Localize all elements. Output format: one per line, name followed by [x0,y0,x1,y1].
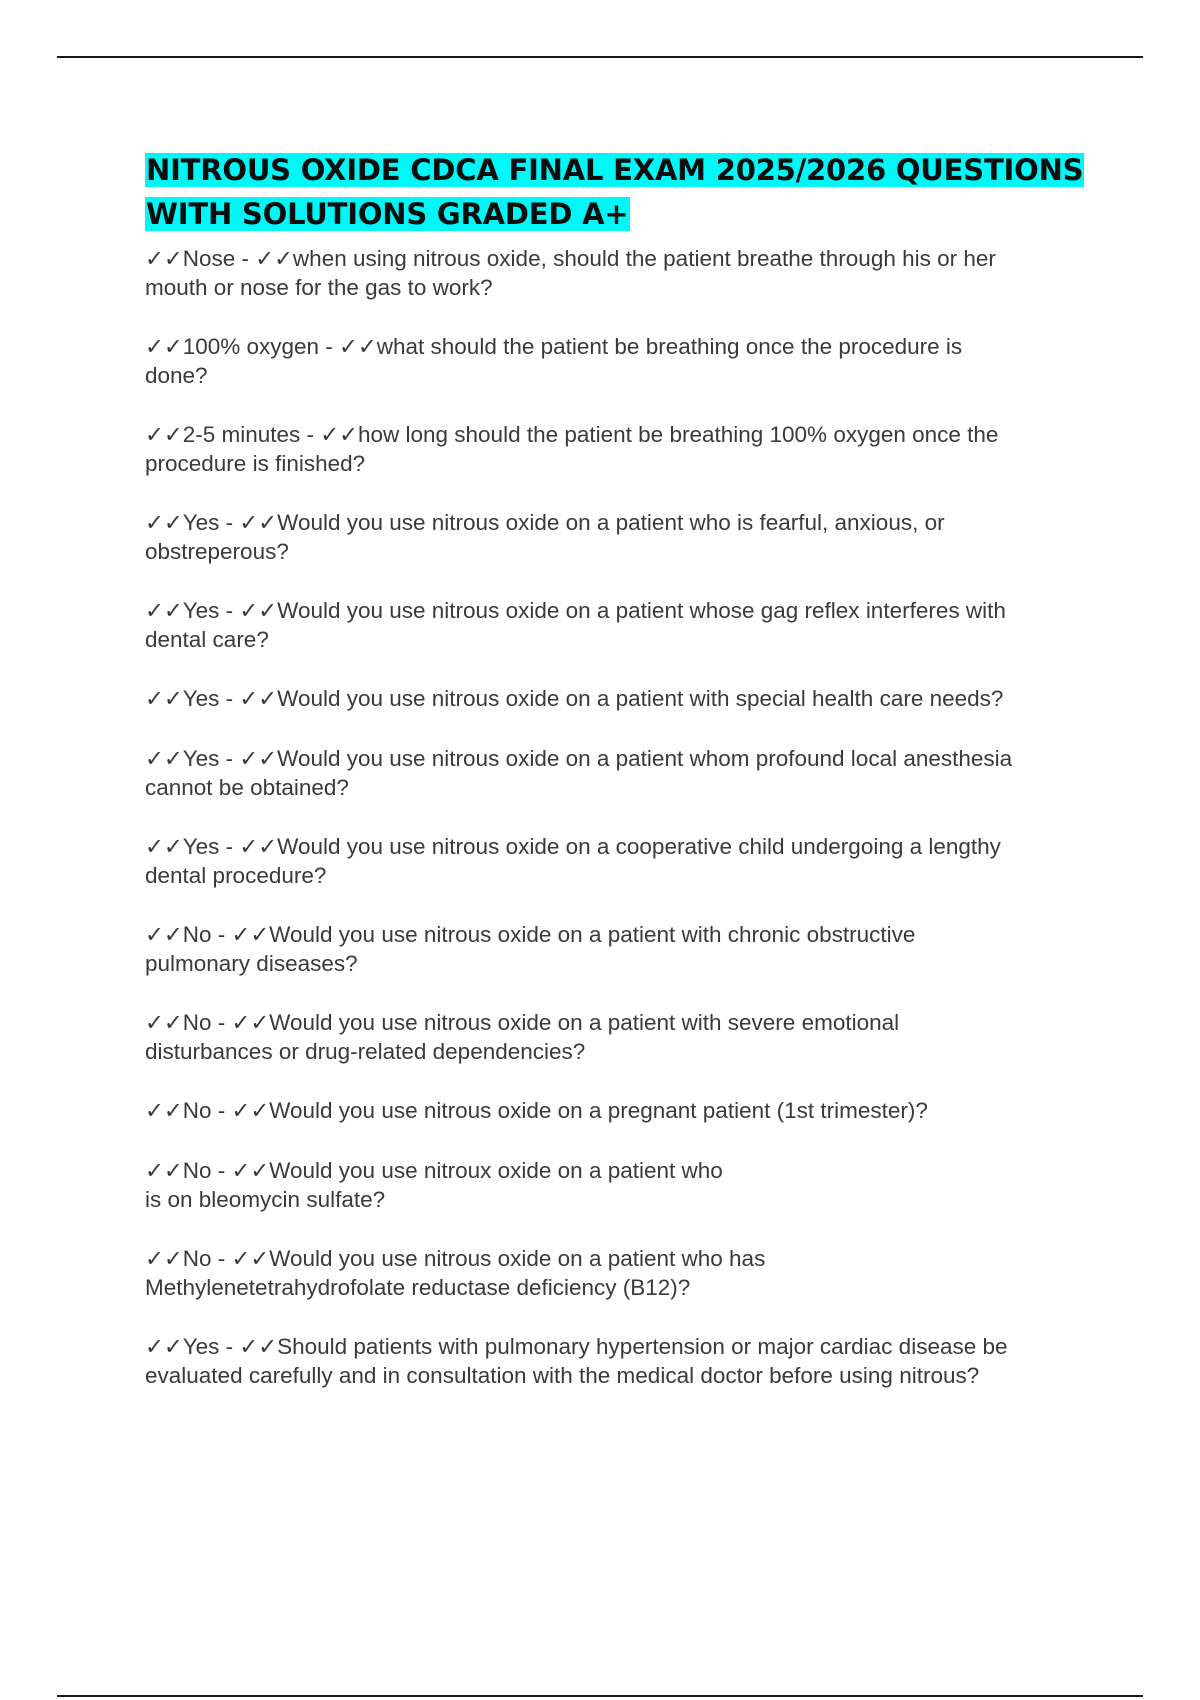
qa-line: is on bleomycin sulfate? [145,1187,386,1212]
title-line-2: WITH SOLUTIONS GRADED A+ [146,197,629,231]
qa-item [145,244,1090,302]
qa-line: ✓✓No - ✓✓Would you use nitroux oxide on a patient who [145,1158,723,1183]
qa-line: cannot be obtained? [145,775,349,800]
qa-item [145,684,1090,713]
qa-line: evaluated carefully and in consultation with the medical doctor before using nitrous? [145,1363,980,1388]
qa-line: mouth or nose for the gas to work? [145,275,493,300]
qa-line: ✓✓No - ✓✓Would you use nitrous oxide on a pregnant patient (1st trimester)? [145,1098,928,1123]
qa-line: obstreperous? [145,539,289,564]
qa-line: ✓✓No - ✓✓Would you use nitrous oxide on a patient who has [145,1246,766,1271]
document-body [145,148,1090,1420]
qa-line: ✓✓2-5 minutes - ✓✓how long should the patient be breathing 100% oxygen once the [145,422,999,447]
qa-line: ✓✓Yes - ✓✓Would you use nitrous oxide on a cooperative child undergoing a lengthy [145,834,1001,859]
qa-item [145,832,1090,890]
qa-item [145,420,1090,478]
qa-line: ✓✓Yes - ✓✓Would you use nitrous oxide on a patient whom profound local anesthesia [145,746,1013,771]
qa-item [145,332,1090,390]
qa-item [145,1156,1090,1214]
qa-item [145,1096,1090,1125]
qa-line: ✓✓No - ✓✓Would you use nitrous oxide on a patient with severe emotional [145,1010,900,1035]
qa-item [145,920,1090,978]
qa-line: done? [145,363,208,388]
qa-line: procedure is finished? [145,451,366,476]
qa-line: ✓✓Yes - ✓✓Would you use nitrous oxide on a patient whose gag reflex interferes with [145,598,1006,623]
qa-line: disturbances or drug-related dependencies? [145,1039,586,1064]
qa-line: dental care? [145,627,269,652]
qa-line: ✓✓Yes - ✓✓Would you use nitrous oxide on a patient who is fearful, anxious, or [145,510,945,535]
qa-line: dental procedure? [145,863,327,888]
qa-line: ✓✓100% oxygen - ✓✓what should the patient be breathing once the procedure is [145,334,963,359]
qa-line: ✓✓Nose - ✓✓when using nitrous oxide, should the patient breathe through his or her [145,246,996,271]
qa-list [145,244,1090,1390]
qa-item [145,1008,1090,1066]
qa-line: ✓✓No - ✓✓Would you use nitrous oxide on a patient with chronic obstructive [145,922,916,947]
top-divider [57,56,1143,58]
qa-line: ✓✓Yes - ✓✓Would you use nitrous oxide on a patient with special health care needs? [145,686,1004,711]
bottom-divider [57,1695,1143,1697]
qa-line: Methylenetetrahydrofolate reductase deficiency (B12)? [145,1275,691,1300]
qa-item [145,744,1090,802]
qa-item [145,1332,1090,1390]
qa-line: pulmonary diseases? [145,951,358,976]
qa-item [145,508,1090,566]
qa-item [145,596,1090,654]
qa-line: ✓✓Yes - ✓✓Should patients with pulmonary hypertension or major cardiac disease be [145,1334,1008,1359]
qa-item [145,1244,1090,1302]
document-title [145,148,1090,236]
title-line-1: NITROUS OXIDE CDCA FINAL EXAM 2025/2026 QUESTIONS [146,153,1084,187]
